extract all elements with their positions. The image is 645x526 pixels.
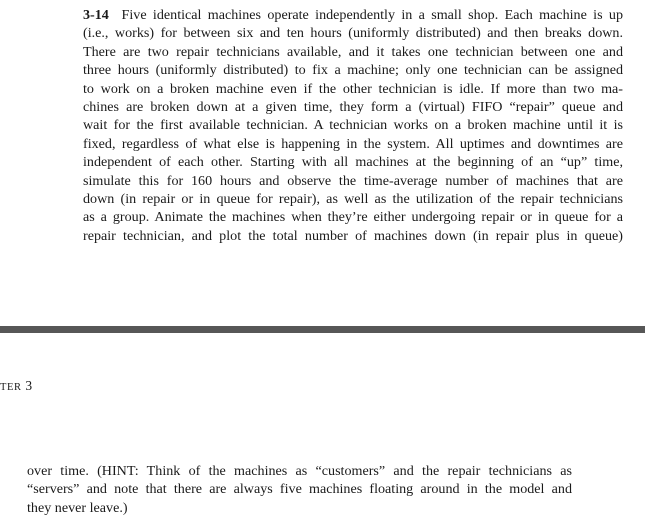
problem-line-6: chines are broken down at a given time, they form a (virtual) FIFO “repair” queue and (83, 98, 623, 115)
running-head-label: TER (0, 382, 22, 393)
problem-line-7: wait for the first available technician. A technician works on a broken machine until it is (83, 117, 623, 134)
problem-line-2: (i.e., works) for between six and ten hours (uniformly distributed) and then breaks down. (83, 25, 623, 42)
problem-line-3: There are two repair technicians available, and it takes one technician between one and (83, 43, 623, 60)
problem-line-9: independent of each other. Starting with all machines at the beginning of an “up” time, (83, 154, 623, 171)
problem-line-4: three hours (uniformly distributed) to fix a machine; only one technician can be assigned (83, 62, 623, 79)
problem-number: 3-14 (83, 7, 109, 23)
problem-line-12: as a group. Animate the machines when they’re either undergoing repair or in queue for a (83, 209, 623, 226)
continuation-line-1: over time. (HINT: Think of the machines as “customers” and the repair technicians as (27, 463, 572, 479)
running-head (0, 378, 32, 394)
running-head-number: 3 (25, 378, 33, 393)
problem-line-13: repair technician, and plot the total number of machines down (in repair plus in queue) (83, 227, 623, 244)
problem-text-continuation (27, 462, 572, 517)
problem-text-upper (83, 6, 623, 245)
problem-line-8: fixed, regardless of what else is happening in the system. All uptimes and downtimes are (83, 135, 623, 152)
problem-line-1-text: Five identical machines operate independently in a small shop. Each machine is up (121, 7, 623, 23)
continuation-line-3: they never leave.) (27, 499, 128, 516)
problem-line-11: down (in repair or in queue for repair), as well as the utilization of the repair technicians (83, 190, 623, 207)
problem-line-1 (83, 6, 623, 24)
continuation-line-2: “servers” and note that there are always five machines floating around in the model and (27, 481, 572, 498)
problem-line-10: simulate this for 160 hours and observe the time-average number of machines that are (83, 172, 623, 189)
problem-line-5: to work on a broken machine even if the other technician is idle. If more than two ma- (83, 80, 623, 97)
page-divider (0, 326, 645, 333)
